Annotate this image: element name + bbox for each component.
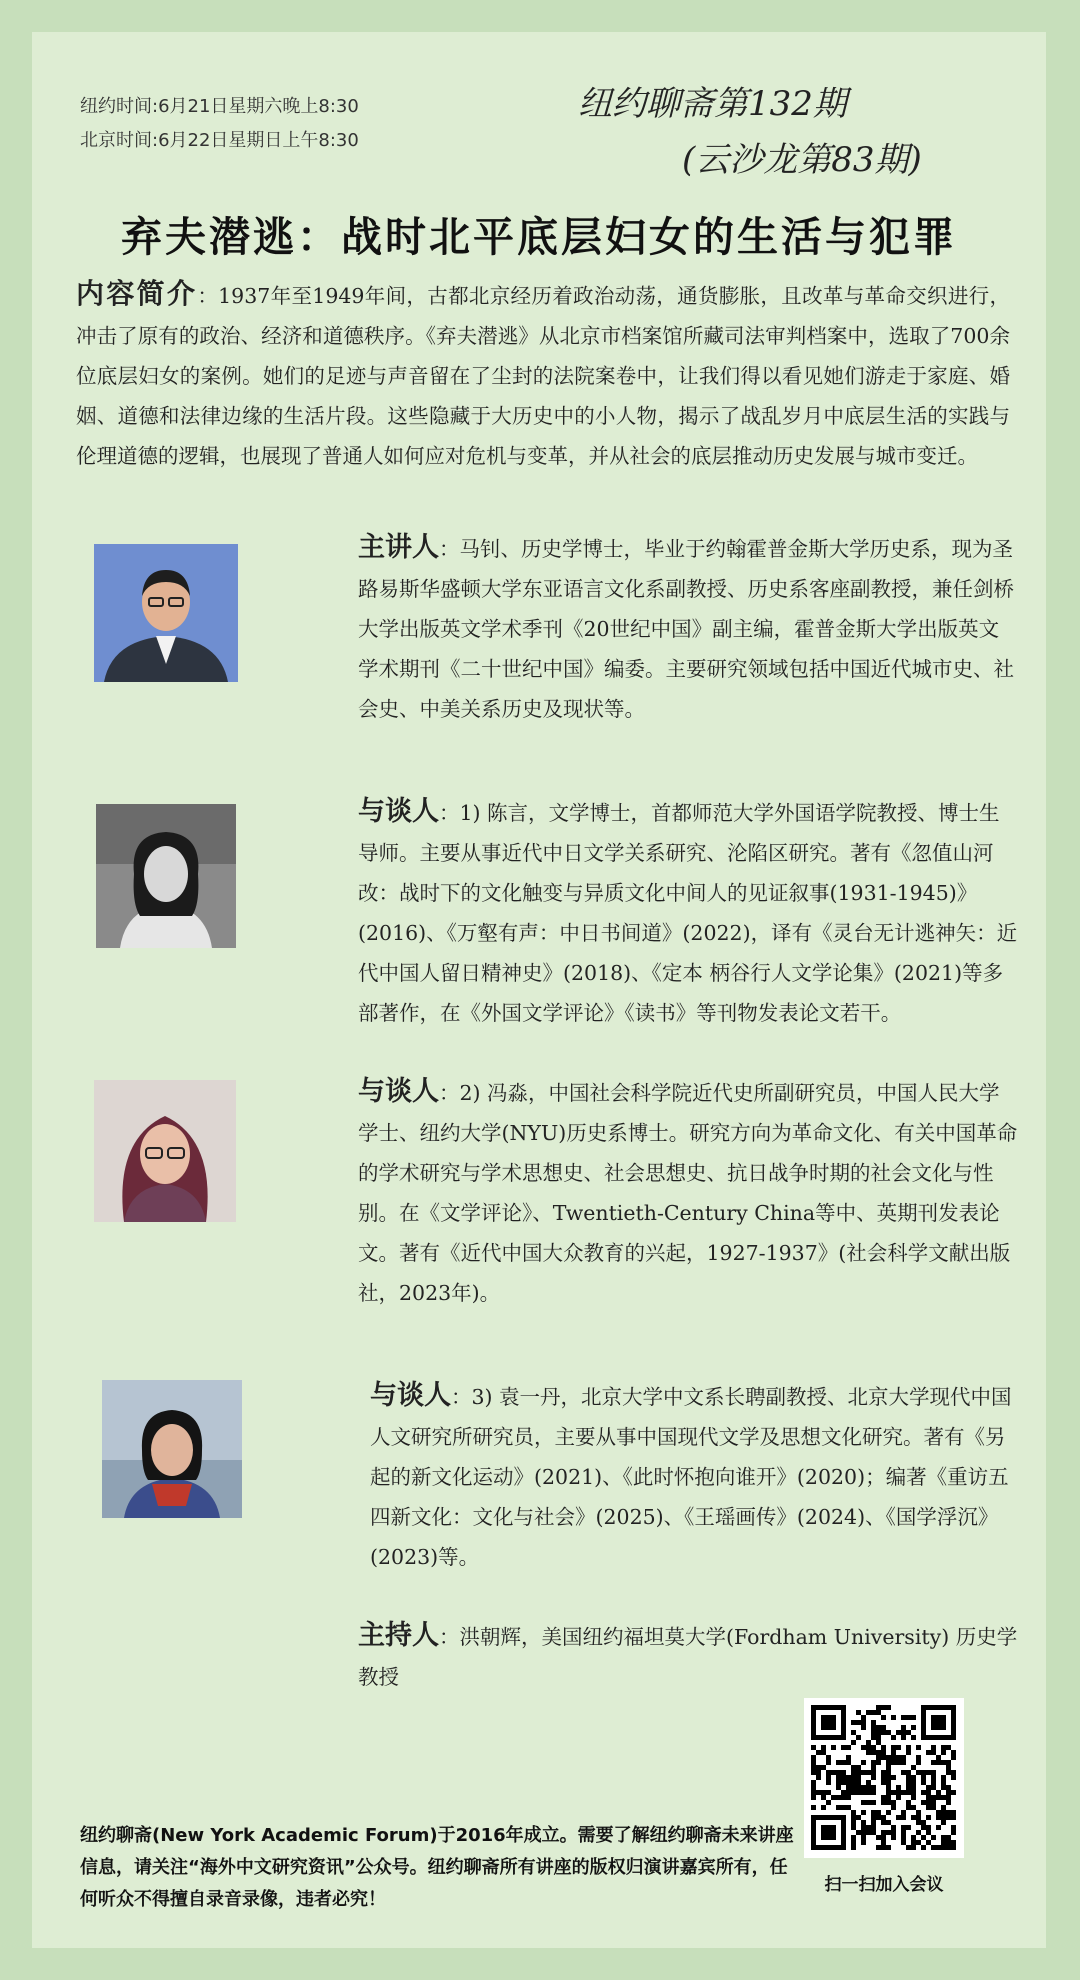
person-portrait-icon	[94, 1080, 236, 1222]
discussant-3	[370, 1376, 1018, 1577]
series-number: 纽约聊斋第132期	[578, 84, 847, 124]
qr-caption: 扫一扫加入会议	[824, 1875, 944, 1895]
footer-notice: 纽约聊斋(New York Academic Forum)于2016年成立。需要了解纽约聊斋未来讲座信息，请关注“海外中文研究资讯”公众号。纽约聊斋所有讲座的版权归演讲嘉宾所有，任何听众不得擅自录音录像，违者必究！	[80, 1825, 794, 1910]
speaker-photo-yuan-yidan	[102, 1380, 242, 1518]
speaker-bio: ：洪朝辉，美国纽约福坦莫大学(Fordham University) 历史学教授	[358, 1625, 1018, 1689]
lecture-title: 弃夫潜逃：战时北平底层妇女的生活与犯罪	[121, 213, 957, 261]
speaker-photo-chen-yan	[96, 804, 236, 948]
speaker-role: 与谈人	[358, 1076, 439, 1107]
speaker-role: 与谈人	[358, 796, 439, 827]
new-york-time: 纽约时间:6月21日星期六晚上8:30	[80, 96, 359, 117]
person-portrait-icon	[102, 1380, 242, 1518]
cloud-salon-number: (云沙龙第83期)	[682, 140, 922, 180]
speaker-bio: ：2) 冯淼，中国社会科学院近代史所副研究员，中国人民大学学士、纽约大学(NYU)历史系博士。研究方向为革命文化、有关中国革命的学术研究与学术思想史、社会思想史、抗日战争时期的社会文化与性别。在《文学评论》、Twentieth-Century China等中、英期刊发表论文。著有《近代中国大众教育的兴起，1927-1937》(社会科学文献出版社，2023年)。	[358, 1081, 1018, 1305]
beijing-time: 北京时间:6月22日星期日上午8:30	[80, 130, 359, 151]
person-portrait-icon	[94, 544, 238, 682]
speaker-photo-ma-zhao	[94, 544, 238, 682]
host	[358, 1616, 1018, 1697]
speaker-bio: ：马钊、历史学博士，毕业于约翰霍普金斯大学历史系，现为圣路易斯华盛顿大学东亚语言文化系副教授、历史系客座副教授，兼任剑桥大学出版英文学术季刊《20世纪中国》副主编，霍普金斯大学出版英文学术期刊《二十世纪中国》编委。主要研究领域包括中国近代城市史、社会史、中美关系历史及现状等。	[358, 537, 1014, 721]
intro-label: 内容简介	[76, 277, 198, 310]
event-poster	[32, 32, 1046, 1948]
content-intro	[76, 274, 1010, 476]
person-portrait-icon	[96, 804, 236, 948]
speaker-role: 与谈人	[370, 1380, 451, 1411]
speaker-main	[358, 528, 1018, 729]
speaker-bio: ：3) 袁一丹，北京大学中文系长聘副教授、北京大学现代中国人文研究所研究员，主要从事中国现代文学及思想文化研究。著有《另起的新文化运动》(2021)、《此时怀抱向谁开》(2020)；编著《重访五四新文化：文化与社会》(2025)、《王瑶画传》(2024)、《国学浮沉》(2023)等。	[370, 1385, 1012, 1569]
speaker-bio: ：1) 陈言，文学博士，首都师范大学外国语学院教授、博士生导师。主要从事近代中日文学关系研究、沦陷区研究。著有《忽值山河改：战时下的文化触变与异质文化中间人的见证叙事(1931-1945)》(2016)、《万壑有声：中日书间道》(2022)，译有《灵台无计逃神矢：近代中国人留日精神史》(2018)、《定本 柄谷行人文学论集》(2021)等多部著作，在《外国文学评论》《读书》等刊物发表论文若干。	[358, 801, 1018, 1025]
speaker-photo-feng-miao	[94, 1080, 236, 1222]
meeting-qr-code[interactable]	[804, 1698, 964, 1858]
speaker-role: 主持人	[358, 1620, 439, 1651]
intro-text: ：1937年至1949年间，古都北京经历着政治动荡，通货膨胀，且改革与革命交织进行，冲击了原有的政治、经济和道德秩序。《弃夫潜逃》从北京市档案馆所藏司法审判档案中，选取了700余位底层妇女的案例。她们的足迹与声音留在了尘封的法院案卷中，让我们得以看见她们游走于家庭、婚姻、道德和法律边缘的生活片段。这些隐藏于大历史中的小人物，揭示了战乱岁月中底层生活的实践与伦理道德的逻辑，也展现了普通人如何应对危机与变革，并从社会的底层推动历史发展与城市变迁。	[76, 284, 1010, 468]
speaker-role: 主讲人	[358, 532, 439, 563]
qr-code-icon	[804, 1698, 964, 1858]
discussant-2	[358, 1072, 1018, 1313]
discussant-1	[358, 792, 1018, 1033]
